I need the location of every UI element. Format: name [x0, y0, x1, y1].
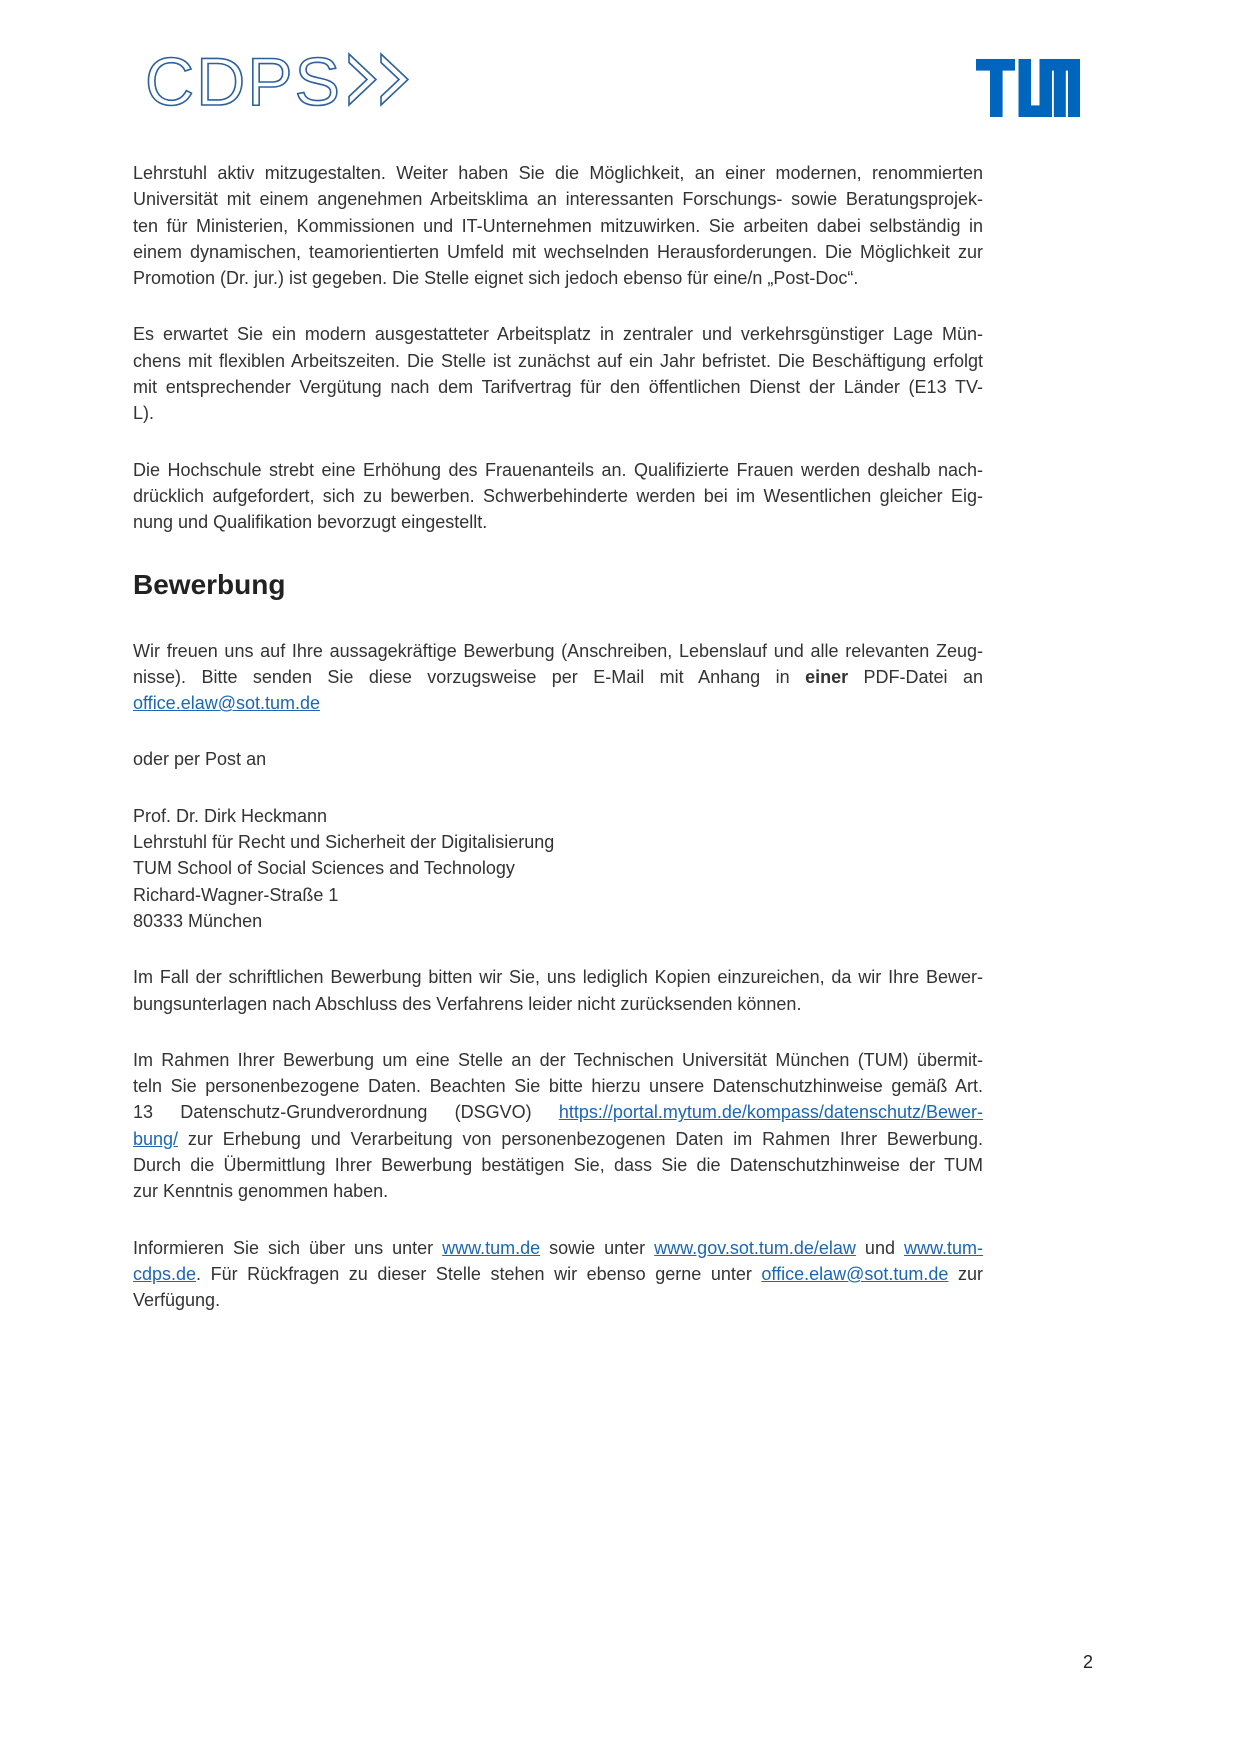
text-line — [133, 855, 983, 881]
text-line — [133, 483, 983, 509]
document-body — [133, 160, 983, 1344]
text-segment: Die Hochschule strebt eine Erhöhung des Frauenanteils an. Qualifizierte Frauen werden deshalb nach- — [133, 459, 983, 480]
text-line — [133, 964, 983, 990]
text-segment: Promotion (Dr. jur.) ist gegeben. Die Stelle eignet sich jedoch ebenso für eine/n „Post-Doc“. — [133, 268, 859, 289]
text-line — [133, 803, 983, 829]
text-segment: Informieren Sie sich über uns unter — [133, 1237, 443, 1258]
text-line — [133, 1235, 983, 1261]
text-segment: Lehrstuhl aktiv mitzugestalten. Weiter haben Sie die Möglichkeit, an einer modernen, renommierten — [133, 163, 983, 183]
text-segment: mit entsprechender Vergütung nach dem Tarifvertrag für den öffentlichen Dienst der Länder (E13 TV- — [133, 377, 983, 398]
text-segment: Universität mit einem angenehmen Arbeitsklima an interessanten Forschungs- sowie Beratungsprojek- — [133, 189, 983, 210]
text-line — [133, 882, 983, 908]
text-line — [133, 690, 983, 716]
text-segment: sowie unter — [540, 1237, 655, 1258]
tum-cdps-link[interactable]: www.tum- — [903, 1237, 983, 1258]
text-line — [133, 374, 983, 400]
text-line — [133, 1073, 983, 1099]
paragraph-kopien — [133, 964, 983, 1017]
text-segment: zur Kenntnis genommen haben. — [133, 1181, 389, 1202]
text-segment: Prof. Dr. Dirk Heckmann — [133, 805, 328, 826]
text-line — [133, 991, 983, 1017]
text-line — [133, 908, 983, 934]
text-segment: Wir freuen uns auf Ihre aussagekräftige Bewerbung (Anschreiben, Lebenslauf und alle relevanten Zeug- — [133, 640, 983, 661]
text-segment: einer — [805, 666, 849, 687]
text-segment: oder per Post an — [133, 749, 267, 770]
text-segment: Durch die Übermittlung Ihrer Bewerbung bestätigen Sie, dass Sie die Datenschutzhinweise der TUM — [133, 1155, 983, 1176]
text-line — [133, 348, 983, 374]
email-link-2[interactable]: office.elaw@sot.tum.de — [761, 1263, 949, 1284]
text-segment: Im Rahmen Ihrer Bewerbung um eine Stelle an der Technischen Universität München (TUM) übermit- — [133, 1049, 983, 1070]
text-line — [133, 638, 983, 664]
text-segment: teln Sie personenbezogene Daten. Beachten Sie bitte hierzu unsere Datenschutzhinweise gemäß Art. — [133, 1076, 983, 1097]
paragraph-intro — [133, 160, 983, 291]
text-segment: 80333 München — [133, 910, 263, 931]
cdps-logo-text: CDPS — [145, 52, 342, 114]
text-segment: . Für Rückfragen zu dieser Stelle stehen wir ebenso gerne unter — [196, 1263, 762, 1284]
tum-cdps-link-continued[interactable]: cdps.de — [133, 1263, 197, 1284]
text-line — [133, 829, 983, 855]
paragraph-arbeitsplatz — [133, 321, 983, 426]
text-line — [133, 1099, 983, 1125]
text-line — [133, 1126, 983, 1152]
text-segment: Im Fall der schriftlichen Bewerbung bitten wir Sie, uns lediglich Kopien einzureichen, da wir Ihre Bewer- — [133, 967, 983, 988]
text-segment: Richard-Wagner-Straße 1 — [133, 884, 339, 905]
text-line — [133, 746, 983, 772]
text-segment: zur — [948, 1263, 983, 1284]
text-line — [133, 160, 983, 186]
text-segment: chens mit flexiblen Arbeitszeiten. Die Stelle ist zunächst auf ein Jahr befristet. Die Beschäftigung erfolgt — [133, 350, 983, 371]
tum-website-link[interactable]: www.tum.de — [442, 1237, 541, 1258]
text-line — [133, 1178, 983, 1204]
text-segment: Lehrstuhl für Recht und Sicherheit der Digitalisierung — [133, 832, 555, 853]
text-line — [133, 1152, 983, 1178]
text-segment: drücklich aufgefordert, sich zu bewerben. Schwerbehinderte werden bei im Wesentlichen gleicher Eig- — [133, 485, 983, 506]
text-line — [133, 509, 983, 535]
datenschutz-link-continued[interactable]: bung/ — [133, 1128, 179, 1149]
text-segment: ten für Ministerien, Kommissionen und IT-Unternehmen mitzuwirken. Sie arbeiten dabei selbständig in — [133, 215, 983, 236]
section-heading-bewerbung: Bewerbung — [133, 568, 286, 600]
text-segment: und — [855, 1237, 904, 1258]
page-number: 2 — [1083, 1652, 1094, 1672]
text-line — [133, 265, 983, 291]
text-segment: nisse). Bitte senden Sie diese vorzugsweise per E-Mail mit Anhang in — [133, 666, 806, 687]
text-segment: Verfügung. — [133, 1290, 221, 1311]
text-line — [133, 321, 983, 347]
text-segment: bungsunterlagen nach Abschluss des Verfahrens leider nicht zurücksenden können. — [133, 993, 802, 1014]
text-line — [133, 1047, 983, 1073]
text-line — [133, 457, 983, 483]
text-segment: zur Erhebung und Verarbeitung von personenbezogenen Daten im Rahmen Ihrer Bewerbung. — [178, 1128, 983, 1149]
paragraph-gleichstellung — [133, 457, 983, 536]
datenschutz-link[interactable]: https://portal.mytum.de/kompass/datenschutz/Bewer- — [558, 1102, 983, 1123]
text-line — [133, 664, 983, 690]
tum-logo — [976, 59, 1080, 117]
text-segment: PDF-Datei an — [848, 666, 983, 687]
paragraph-datenschutz — [133, 1047, 983, 1205]
text-segment: einem dynamischen, teamorientierten Umfeld mit wechselnden Herausforderungen. Die Möglichkeit zur — [133, 241, 983, 262]
text-segment: L). — [133, 403, 155, 424]
text-segment: 13 Datenschutz-Grundverordnung (DSGVO) — [133, 1102, 559, 1123]
text-segment: Es erwartet Sie ein modern ausgestatteter Arbeitsplatz in zentraler und verkehrsgünstiger Lage Mün- — [133, 324, 983, 345]
paragraph-bewerbung — [133, 638, 983, 717]
email-link[interactable]: office.elaw@sot.tum.de — [133, 693, 321, 714]
gov-sot-elaw-link[interactable]: www.gov.sot.tum.de/elaw — [654, 1237, 856, 1258]
text-line — [133, 1261, 983, 1287]
text-line — [133, 213, 983, 239]
text-line — [133, 1287, 983, 1313]
cdps-logo — [145, 52, 415, 114]
paragraph-informieren — [133, 1235, 983, 1314]
text-segment: TUM School of Social Sciences and Technology — [133, 858, 515, 879]
cdps-chevrons-icon — [349, 54, 408, 105]
text-segment: nung und Qualifikation bevorzugt eingestellt. — [133, 512, 488, 533]
paragraph-post — [133, 746, 983, 772]
text-line — [133, 400, 983, 426]
address-block — [133, 803, 983, 934]
text-line — [133, 186, 983, 212]
text-line — [133, 239, 983, 265]
